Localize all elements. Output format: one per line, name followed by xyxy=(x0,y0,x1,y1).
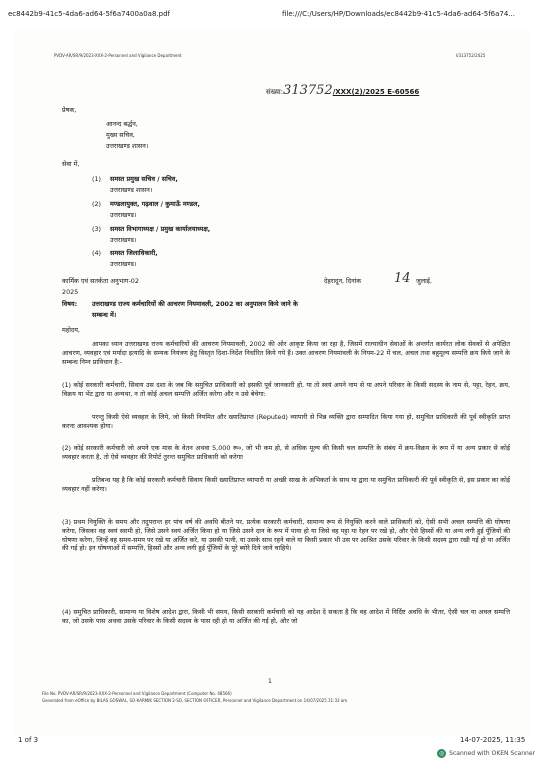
salutation: महोदय, xyxy=(62,326,81,334)
recipient-office: उत्तराखण्ड। xyxy=(110,260,137,268)
letter-number-prefix: संख्या: xyxy=(266,88,284,96)
scanned-page xyxy=(14,28,530,736)
recipient-number: (1) xyxy=(92,175,102,183)
sender-heading: प्रेषक, xyxy=(62,106,77,114)
recipient-name: समस्त प्रमुख सचिव / सचिव, xyxy=(110,175,178,183)
sender-office: उत्तराखण्ड शासन। xyxy=(106,142,149,150)
subject-label: विषय: xyxy=(62,300,78,308)
recipient-number: (3) xyxy=(92,225,102,233)
rule-clause-2: (2) कोई सरकारी कर्मचारी जो अपने एक मास के वेतन अथवा 5,000 रू०, जो भी कम हो, से अधिक मूल्य की किसी चल सम्पत्ति के संबंध में क्रय-विक्रय के रूप में या अन्य प्रकार से कोई व्यवहार करता है, तो ऐसे व्यवहार की रिपोर्ट तुरन्त समुचित प्राधिकारी को करेगाः xyxy=(62,444,510,461)
issuing-section: कार्मिक एवं सतर्कता अनुभाग-02 xyxy=(62,277,139,285)
date-year: 2025 xyxy=(62,288,79,296)
recipient-number: (4) xyxy=(92,249,102,257)
subject-line: सम्बन्ध में। xyxy=(92,311,117,319)
recipient-name: समस्त विभागाध्यक्ष / प्रमुख कार्यालयाध्यक्ष, xyxy=(110,225,211,233)
rule-clause-1-proviso: परन्तु किसी ऐसे व्यवहार के लिये, जो किसी नियमित और ख्यातिप्राप्त (Reputed) व्यापारी से भिन्न व्यक्ति द्वारा सम्पादित किया गया हो, समुचित प्राधिकारी की पूर्व स्वीकृति प्राप्त करना आवश्यक होगा। xyxy=(62,413,510,430)
pdf-filepath: file:///C:/Users/HP/Downloads/ec8442b9-41c5-4da6-ad64-5f6a74... xyxy=(282,10,516,18)
scanner-watermark xyxy=(437,749,535,758)
place-date-label: देहरादून, दिनांक xyxy=(324,277,362,285)
pdf-page-indicator: 1 of 3 xyxy=(18,736,39,744)
recipient-office: उत्तराखण्ड शासन। xyxy=(110,186,153,194)
receipt-number: I/313752/2025 xyxy=(456,53,486,58)
page-number: 1 xyxy=(268,678,272,685)
rule-clause-4: (4) समुचित प्राधिकारी, सामान्य या विशेष आदेश द्वारा, किसी भी समय, किसी सरकारी कर्मचारी को यह आदेश दे सकता है कि वह आदेश में निर्दिष्ट अवधि के भीतर, ऐसी चल या अचल सम्पत्ति का, जो उसके पास अथवा उसके परिवार के किसी सदस्य के पास रही हो या अर्जित की गई हो, और जो xyxy=(62,608,510,625)
recipient-name: समस्त जिलाधिकारी, xyxy=(110,249,158,257)
subject-line: उत्तराखण्ड राज्य कर्मचारियों की आचरण नियमावली, 2002 का अनुपालन किये जाने के xyxy=(92,300,298,308)
recipient-office: उत्तराखण्ड। xyxy=(110,211,137,219)
intro-paragraph: आपका ध्यान उत्तराखण्ड राज्य कर्मचारियों की आचरण नियमावली, 2002 की ओर आकृष्ट किया जा रहा है, जिसमें राज्याधीन सेवाओं के अन्तर्गत कार्यरत लोक सेवकों से अपेक्षित आचरण, व्यवहार एवं मर्यादा इत्यादि के सम्यक नियंत्रण हेतु विस्तृत दिशा-निर्देश निर्धारित किये गये हैं। उक्त आचरण नियमावली के नियम-22 में चल, अचल तथा बहुमूल्य सम्पत्ति क्रय किये जाने के सम्बन्ध निम्न प्राविधान है:- xyxy=(62,340,510,366)
sender-name: आनन्द बर्द्धन, xyxy=(106,120,138,128)
footer-file-info: File No. PVDV-AR/SR/9/2023-XXX-2-Personnel and Vigilance Department (Computer No. 48566) xyxy=(42,691,232,696)
letter-number-suffix: /XXX(2)/2025 E-60566 xyxy=(332,88,420,96)
letter-number xyxy=(266,83,419,98)
file-reference: PVDV-AR/SR/9/2023-XXX-2-Personnel and Vigilance Department xyxy=(54,53,182,58)
date-month: जुलाई, xyxy=(416,277,432,285)
scanner-watermark-text: Scanned with OKEN Scanner xyxy=(449,750,535,757)
recipient-office: उत्तराखण्ड। xyxy=(110,236,137,244)
scanner-logo-icon: ◎ xyxy=(439,750,445,757)
date-handwritten: 14 xyxy=(394,271,411,286)
rule-clause-1: (1) कोई सरकारी कर्मचारी, सिवाय उस दशा के जब कि समुचित प्राधिकारी को इसकी पूर्व जानकारी हो, या तो स्वयं अपने नाम से या अपने परिवार के किसी सदस्य के नाम से, पट्टा, रेहन, क्रय, विक्रय या भेंट द्वारा या अन्यथा, न तो कोई अचल सम्पत्ति अर्जित करेगा और न उसे बेचेगा: xyxy=(62,381,510,398)
print-datetime: 14-07-2025, 11:35 xyxy=(460,736,526,744)
recipient-heading: सेवा में, xyxy=(62,160,80,168)
sender-designation: मुख्य सचिव, xyxy=(106,131,135,139)
rule-clause-2-proviso: प्रतिबन्ध यह है कि कोई सरकारी कर्मचारी सिवाय किसी ख्यातिप्राप्त व्यापारी या अच्छी साख के अभिकर्ता के साथ या द्वारा या समुचित प्राधिकारी की पूर्व स्वीकृति से, इस प्रकार का कोई व्यवहार नहीं करेगा। xyxy=(62,476,510,493)
pdf-filename: ec8442b9-41c5-4da6-ad64-5f6a7400a0a8.pdf xyxy=(8,10,170,18)
footer-generated-info: Generated from eOffice by BILAS GOSWAL, SO-KARMIK SECTION 2-SO, SECTION OFFICER, Personnel and Vigilance Department on 14/07/2025 11:33 am xyxy=(42,698,348,703)
recipient-name: मण्डलायुक्त, गढ़वाल / कुमाऊँ मण्डल, xyxy=(110,200,200,208)
letter-number-handwritten: 313752 xyxy=(283,83,333,98)
recipient-number: (2) xyxy=(92,200,102,208)
rule-clause-3: (3) प्रथम नियुक्ति के समय और तदुपरान्त हर पांच वर्ष की अवधि बीतने पर, प्रत्येक सरकारी कर्मचारी, सामान्य रूप से नियुक्ति करने वाले प्राधिकारी को, ऐसी सभी अचल सम्पत्ति की घोषणा करेगा, जिसका वह स्वयं स्वामी हो, जिसे उसने स्वयं अर्जित किया हो या जिसे उसने दान के रूप में पाया हो या जिसे वह पट्टा या रेहन पर रखे हो, और ऐसे हिस्सों की या अन्य लगी हुई पूँजियों की घोषणा करेगा, जिन्हें वह समय-समय पर रखे या अर्जित करे, या उसकी पत्नी, या उसके साथ रहने वाले या किसी प्रकार भी उस पर आश्रित उसके परिवार के किसी सदस्य द्वारा रखी गई हो या अर्जित की गई हो। इन घोषणाओं में सम्पत्ति, हिस्सों और अन्य लगी हुई पूँजियों के पूरे ब्योरे दिये जाने चाहिये। xyxy=(62,518,510,553)
